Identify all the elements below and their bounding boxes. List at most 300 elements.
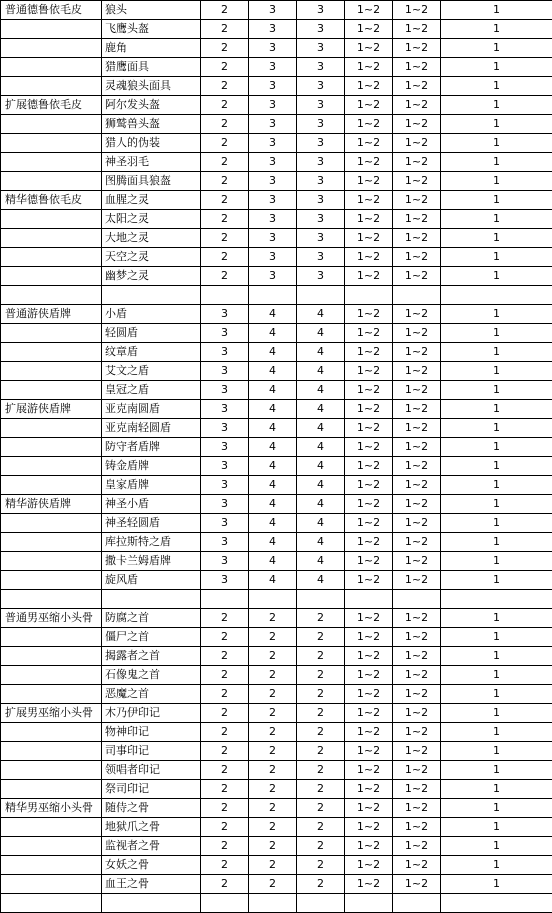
- category-cell: [1, 856, 102, 875]
- table-row: [1, 381, 552, 400]
- value-cell-6: 1: [441, 647, 552, 666]
- range-cell-2: [393, 894, 441, 913]
- range-cell-2: 1~2: [393, 761, 441, 780]
- value-cell-6: 1: [441, 704, 552, 723]
- value-cell-3: 4: [297, 305, 345, 324]
- range-cell-1: 1~2: [345, 381, 393, 400]
- range-cell-1: 1~2: [345, 552, 393, 571]
- value-cell-2: 2: [249, 799, 297, 818]
- range-cell-1: 1~2: [345, 704, 393, 723]
- range-cell-2: 1~2: [393, 153, 441, 172]
- value-cell-6: 1: [441, 761, 552, 780]
- item-name-cell: 鹿角: [102, 39, 201, 58]
- table-row: [1, 628, 552, 647]
- range-cell-2: 1~2: [393, 628, 441, 647]
- range-cell-2: 1~2: [393, 495, 441, 514]
- table-row: [1, 476, 552, 495]
- category-cell: 扩展德鲁依毛皮: [1, 96, 102, 115]
- item-name-cell: 库拉斯特之盾: [102, 533, 201, 552]
- item-name-cell: 监视者之骨: [102, 837, 201, 856]
- value-cell-2: [249, 286, 297, 305]
- range-cell-1: 1~2: [345, 77, 393, 96]
- category-cell: [1, 267, 102, 286]
- category-cell: [1, 362, 102, 381]
- value-cell-6: 1: [441, 476, 552, 495]
- value-cell-3: 2: [297, 742, 345, 761]
- category-cell: [1, 172, 102, 191]
- range-cell-2: 1~2: [393, 343, 441, 362]
- value-cell-1: 2: [201, 115, 249, 134]
- value-cell-2: 2: [249, 609, 297, 628]
- value-cell-3: [297, 894, 345, 913]
- item-name-cell: 恶魔之首: [102, 685, 201, 704]
- value-cell-3: 2: [297, 818, 345, 837]
- category-cell: [1, 248, 102, 267]
- table-row: [1, 229, 552, 248]
- value-cell-6: 1: [441, 191, 552, 210]
- range-cell-1: 1~2: [345, 571, 393, 590]
- range-cell-1: 1~2: [345, 685, 393, 704]
- value-cell-1: 2: [201, 875, 249, 894]
- category-cell: [1, 324, 102, 343]
- value-cell-6: 1: [441, 438, 552, 457]
- value-cell-6: 1: [441, 343, 552, 362]
- value-cell-2: 4: [249, 438, 297, 457]
- value-cell-6: 1: [441, 666, 552, 685]
- value-cell-1: 2: [201, 704, 249, 723]
- range-cell-1: 1~2: [345, 723, 393, 742]
- value-cell-3: 2: [297, 761, 345, 780]
- category-cell: [1, 818, 102, 837]
- value-cell-1: 3: [201, 552, 249, 571]
- item-name-cell: [102, 286, 201, 305]
- item-name-cell: 狼头: [102, 1, 201, 20]
- value-cell-6: 1: [441, 362, 552, 381]
- table-row: [1, 20, 552, 39]
- category-cell: [1, 685, 102, 704]
- item-name-cell: 阿尔发头盔: [102, 96, 201, 115]
- range-cell-1: 1~2: [345, 514, 393, 533]
- item-name-cell: [102, 590, 201, 609]
- range-cell-2: 1~2: [393, 381, 441, 400]
- range-cell-1: 1~2: [345, 628, 393, 647]
- value-cell-6: 1: [441, 552, 552, 571]
- range-cell-1: 1~2: [345, 362, 393, 381]
- item-name-cell: 飞鹰头盔: [102, 20, 201, 39]
- range-cell-2: 1~2: [393, 400, 441, 419]
- table-row: [1, 742, 552, 761]
- range-cell-1: [345, 286, 393, 305]
- value-cell-2: 3: [249, 191, 297, 210]
- table-row: [1, 77, 552, 96]
- value-cell-6: 1: [441, 267, 552, 286]
- value-cell-2: 2: [249, 704, 297, 723]
- range-cell-2: 1~2: [393, 20, 441, 39]
- table-row: [1, 514, 552, 533]
- value-cell-6: 1: [441, 495, 552, 514]
- range-cell-1: [345, 894, 393, 913]
- value-cell-1: 2: [201, 742, 249, 761]
- item-name-cell: 物神印记: [102, 723, 201, 742]
- item-name-cell: 亚克南圆盾: [102, 400, 201, 419]
- category-cell: [1, 229, 102, 248]
- value-cell-2: 2: [249, 780, 297, 799]
- item-name-cell: 太阳之灵: [102, 210, 201, 229]
- value-cell-2: 3: [249, 1, 297, 20]
- table-row: [1, 248, 552, 267]
- value-cell-2: 3: [249, 115, 297, 134]
- value-cell-1: 2: [201, 780, 249, 799]
- value-cell-1: 2: [201, 77, 249, 96]
- range-cell-1: 1~2: [345, 58, 393, 77]
- category-cell: [1, 419, 102, 438]
- value-cell-2: 3: [249, 134, 297, 153]
- table-row: [1, 780, 552, 799]
- item-name-cell: 司事印记: [102, 742, 201, 761]
- value-cell-3: 2: [297, 704, 345, 723]
- range-cell-2: 1~2: [393, 362, 441, 381]
- value-cell-1: 2: [201, 609, 249, 628]
- range-cell-1: 1~2: [345, 115, 393, 134]
- category-cell: [1, 590, 102, 609]
- range-cell-1: 1~2: [345, 153, 393, 172]
- value-cell-1: [201, 590, 249, 609]
- item-name-cell: 幽梦之灵: [102, 267, 201, 286]
- range-cell-2: 1~2: [393, 305, 441, 324]
- range-cell-1: 1~2: [345, 324, 393, 343]
- value-cell-2: 4: [249, 400, 297, 419]
- item-name-cell: 旋风盾: [102, 571, 201, 590]
- category-cell: [1, 77, 102, 96]
- value-cell-6: 1: [441, 58, 552, 77]
- range-cell-2: 1~2: [393, 742, 441, 761]
- value-cell-2: 2: [249, 818, 297, 837]
- range-cell-1: 1~2: [345, 400, 393, 419]
- value-cell-1: 2: [201, 39, 249, 58]
- value-cell-3: 2: [297, 837, 345, 856]
- value-cell-6: 1: [441, 419, 552, 438]
- value-cell-2: 4: [249, 305, 297, 324]
- table-row: [1, 305, 552, 324]
- value-cell-6: 1: [441, 514, 552, 533]
- table-row: [1, 704, 552, 723]
- item-name-cell: 狮鹫兽头盔: [102, 115, 201, 134]
- table-row: [1, 39, 552, 58]
- category-cell: [1, 58, 102, 77]
- value-cell-2: 3: [249, 267, 297, 286]
- item-name-cell: 神圣羽毛: [102, 153, 201, 172]
- value-cell-6: [441, 894, 552, 913]
- table-row: [1, 343, 552, 362]
- range-cell-1: 1~2: [345, 172, 393, 191]
- value-cell-1: 2: [201, 267, 249, 286]
- item-name-cell: 天空之灵: [102, 248, 201, 267]
- value-cell-2: 4: [249, 571, 297, 590]
- category-cell: [1, 457, 102, 476]
- range-cell-1: [345, 590, 393, 609]
- value-cell-1: 2: [201, 229, 249, 248]
- value-cell-3: 2: [297, 856, 345, 875]
- range-cell-1: 1~2: [345, 96, 393, 115]
- range-cell-1: 1~2: [345, 780, 393, 799]
- table-row: [1, 267, 552, 286]
- value-cell-2: 4: [249, 324, 297, 343]
- range-cell-1: 1~2: [345, 210, 393, 229]
- value-cell-2: 2: [249, 856, 297, 875]
- value-cell-3: 2: [297, 628, 345, 647]
- value-cell-3: 3: [297, 115, 345, 134]
- item-name-cell: 小盾: [102, 305, 201, 324]
- range-cell-1: 1~2: [345, 20, 393, 39]
- range-cell-2: 1~2: [393, 609, 441, 628]
- table-row: [1, 115, 552, 134]
- item-name-cell: 皇家盾牌: [102, 476, 201, 495]
- value-cell-2: 4: [249, 552, 297, 571]
- value-cell-3: 2: [297, 799, 345, 818]
- value-cell-1: 3: [201, 305, 249, 324]
- table-row: [1, 856, 552, 875]
- value-cell-3: 4: [297, 571, 345, 590]
- value-cell-1: 2: [201, 647, 249, 666]
- range-cell-1: 1~2: [345, 666, 393, 685]
- category-cell: 精华德鲁依毛皮: [1, 191, 102, 210]
- value-cell-3: 2: [297, 685, 345, 704]
- range-cell-1: 1~2: [345, 533, 393, 552]
- value-cell-2: 4: [249, 343, 297, 362]
- value-cell-3: 3: [297, 153, 345, 172]
- range-cell-2: 1~2: [393, 875, 441, 894]
- value-cell-6: 1: [441, 799, 552, 818]
- category-cell: 扩展男巫缩小头骨: [1, 704, 102, 723]
- value-cell-1: 2: [201, 837, 249, 856]
- range-cell-1: 1~2: [345, 419, 393, 438]
- value-cell-6: 1: [441, 856, 552, 875]
- category-cell: [1, 381, 102, 400]
- value-cell-1: 3: [201, 438, 249, 457]
- category-cell: [1, 723, 102, 742]
- category-cell: [1, 210, 102, 229]
- category-cell: [1, 780, 102, 799]
- item-name-cell: 大地之灵: [102, 229, 201, 248]
- category-cell: [1, 666, 102, 685]
- range-cell-1: 1~2: [345, 647, 393, 666]
- table-row: [1, 818, 552, 837]
- table-row: [1, 324, 552, 343]
- table-row: [1, 419, 552, 438]
- range-cell-1: 1~2: [345, 305, 393, 324]
- category-cell: [1, 533, 102, 552]
- value-cell-1: 3: [201, 457, 249, 476]
- range-cell-2: 1~2: [393, 419, 441, 438]
- value-cell-2: [249, 590, 297, 609]
- item-name-cell: 随侍之骨: [102, 799, 201, 818]
- range-cell-2: 1~2: [393, 229, 441, 248]
- value-cell-3: 3: [297, 58, 345, 77]
- value-cell-3: [297, 590, 345, 609]
- category-cell: [1, 571, 102, 590]
- value-cell-1: 2: [201, 856, 249, 875]
- value-cell-6: 1: [441, 818, 552, 837]
- value-cell-1: 3: [201, 362, 249, 381]
- category-cell: 普通男巫缩小头骨: [1, 609, 102, 628]
- range-cell-2: 1~2: [393, 96, 441, 115]
- category-cell: [1, 875, 102, 894]
- range-cell-1: 1~2: [345, 495, 393, 514]
- category-cell: [1, 837, 102, 856]
- value-cell-6: 1: [441, 39, 552, 58]
- value-cell-1: 2: [201, 799, 249, 818]
- value-cell-1: 2: [201, 1, 249, 20]
- item-name-cell: [102, 894, 201, 913]
- table-row: [1, 894, 552, 913]
- table-row: [1, 362, 552, 381]
- range-cell-1: 1~2: [345, 1, 393, 20]
- value-cell-3: 3: [297, 77, 345, 96]
- range-cell-1: 1~2: [345, 457, 393, 476]
- table-row: [1, 153, 552, 172]
- category-cell: [1, 286, 102, 305]
- table-row: [1, 571, 552, 590]
- table-row: [1, 647, 552, 666]
- range-cell-2: 1~2: [393, 39, 441, 58]
- value-cell-6: 1: [441, 20, 552, 39]
- value-cell-6: 1: [441, 742, 552, 761]
- value-cell-1: 2: [201, 134, 249, 153]
- table-row: [1, 134, 552, 153]
- item-name-cell: 神圣小盾: [102, 495, 201, 514]
- value-cell-1: 2: [201, 761, 249, 780]
- range-cell-2: 1~2: [393, 457, 441, 476]
- range-cell-1: 1~2: [345, 799, 393, 818]
- value-cell-3: 4: [297, 514, 345, 533]
- value-cell-6: 1: [441, 533, 552, 552]
- range-cell-1: 1~2: [345, 875, 393, 894]
- item-name-cell: 灵魂狼头面具: [102, 77, 201, 96]
- value-cell-1: 2: [201, 210, 249, 229]
- range-cell-2: 1~2: [393, 818, 441, 837]
- category-cell: [1, 153, 102, 172]
- value-cell-3: 3: [297, 1, 345, 20]
- table-row: [1, 210, 552, 229]
- range-cell-2: 1~2: [393, 248, 441, 267]
- value-cell-2: [249, 894, 297, 913]
- value-cell-3: 2: [297, 723, 345, 742]
- range-cell-1: 1~2: [345, 191, 393, 210]
- item-name-cell: 皇冠之盾: [102, 381, 201, 400]
- table-row: [1, 400, 552, 419]
- range-cell-2: 1~2: [393, 799, 441, 818]
- value-cell-2: 4: [249, 362, 297, 381]
- value-cell-1: 3: [201, 400, 249, 419]
- range-cell-1: 1~2: [345, 39, 393, 58]
- value-cell-2: 3: [249, 229, 297, 248]
- category-cell: 精华男巫缩小头骨: [1, 799, 102, 818]
- item-name-cell: 石像鬼之首: [102, 666, 201, 685]
- value-cell-6: 1: [441, 305, 552, 324]
- value-cell-2: 3: [249, 248, 297, 267]
- range-cell-2: 1~2: [393, 780, 441, 799]
- value-cell-1: 2: [201, 723, 249, 742]
- category-cell: [1, 476, 102, 495]
- value-cell-3: 2: [297, 780, 345, 799]
- range-cell-1: 1~2: [345, 837, 393, 856]
- range-cell-1: 1~2: [345, 818, 393, 837]
- range-cell-2: 1~2: [393, 324, 441, 343]
- value-cell-1: 2: [201, 58, 249, 77]
- category-cell: [1, 647, 102, 666]
- range-cell-2: 1~2: [393, 267, 441, 286]
- value-cell-2: 4: [249, 476, 297, 495]
- value-cell-2: 4: [249, 514, 297, 533]
- item-name-cell: 亚克南轻圆盾: [102, 419, 201, 438]
- value-cell-3: 4: [297, 457, 345, 476]
- category-cell: [1, 438, 102, 457]
- value-cell-3: 3: [297, 172, 345, 191]
- range-cell-2: 1~2: [393, 685, 441, 704]
- range-cell-2: 1~2: [393, 210, 441, 229]
- value-cell-3: [297, 286, 345, 305]
- value-cell-3: 2: [297, 666, 345, 685]
- table-row: [1, 761, 552, 780]
- range-cell-2: 1~2: [393, 476, 441, 495]
- value-cell-1: 3: [201, 533, 249, 552]
- category-cell: [1, 552, 102, 571]
- range-cell-1: 1~2: [345, 609, 393, 628]
- range-cell-2: 1~2: [393, 571, 441, 590]
- item-name-cell: 猎人的伪装: [102, 134, 201, 153]
- value-cell-1: [201, 286, 249, 305]
- value-cell-6: 1: [441, 571, 552, 590]
- category-cell: [1, 514, 102, 533]
- value-cell-3: 4: [297, 552, 345, 571]
- value-cell-6: 1: [441, 229, 552, 248]
- value-cell-1: 2: [201, 20, 249, 39]
- value-cell-3: 4: [297, 533, 345, 552]
- value-cell-6: 1: [441, 457, 552, 476]
- range-cell-1: 1~2: [345, 343, 393, 362]
- range-cell-1: 1~2: [345, 476, 393, 495]
- value-cell-6: 1: [441, 248, 552, 267]
- range-cell-2: 1~2: [393, 533, 441, 552]
- value-cell-6: 1: [441, 210, 552, 229]
- value-cell-6: [441, 590, 552, 609]
- value-cell-3: 2: [297, 609, 345, 628]
- range-cell-2: 1~2: [393, 552, 441, 571]
- value-cell-3: 3: [297, 20, 345, 39]
- value-cell-2: 3: [249, 77, 297, 96]
- value-cell-2: 2: [249, 761, 297, 780]
- value-cell-1: 2: [201, 153, 249, 172]
- item-name-cell: 僵尸之首: [102, 628, 201, 647]
- category-cell: [1, 39, 102, 58]
- value-cell-6: 1: [441, 134, 552, 153]
- range-cell-2: 1~2: [393, 1, 441, 20]
- value-cell-1: 3: [201, 381, 249, 400]
- category-cell: [1, 628, 102, 647]
- value-cell-6: 1: [441, 628, 552, 647]
- value-cell-3: 2: [297, 647, 345, 666]
- category-cell: 普通游侠盾牌: [1, 305, 102, 324]
- item-name-cell: 血王之骨: [102, 875, 201, 894]
- range-cell-2: 1~2: [393, 172, 441, 191]
- table-row: [1, 837, 552, 856]
- item-name-cell: 神圣轻圆盾: [102, 514, 201, 533]
- range-cell-1: 1~2: [345, 248, 393, 267]
- item-name-cell: 轻圆盾: [102, 324, 201, 343]
- value-cell-2: 3: [249, 210, 297, 229]
- value-cell-6: 1: [441, 1, 552, 20]
- item-name-cell: 艾文之盾: [102, 362, 201, 381]
